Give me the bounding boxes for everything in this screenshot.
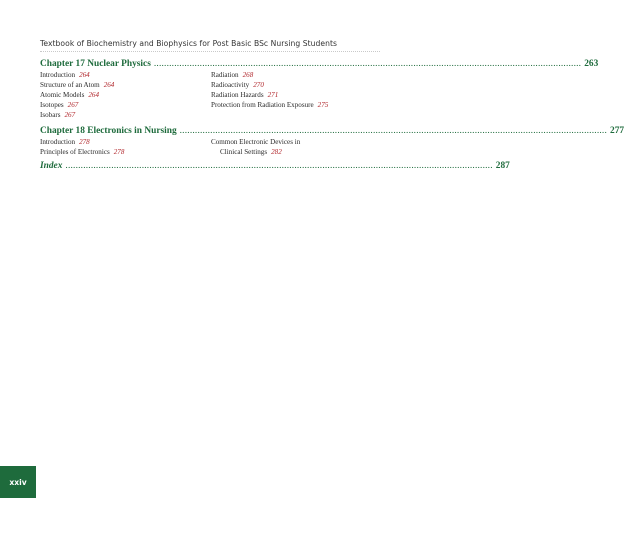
toc-entry[interactable]: Introduction 264 — [40, 71, 90, 79]
chapter-title: Chapter 18 Electronics in Nursing — [40, 126, 177, 136]
chapter-18-left-column — [40, 137, 124, 157]
leader-dots: ........................................................................................................................................................................ — [179, 126, 607, 136]
toc-entry[interactable]: Radioactivity 270 — [211, 81, 264, 90]
toc-entry[interactable]: Atomic Models 264 — [40, 91, 99, 100]
index-page-number: 287 — [495, 161, 510, 171]
page-number: xxiv — [9, 477, 27, 487]
page-number-tab — [0, 466, 36, 498]
chapter-title: Chapter 17 Nuclear Physics — [40, 59, 151, 69]
index-heading[interactable] — [40, 161, 510, 171]
toc-entry[interactable]: Common Electronic Devices in Clinical Settings 282 — [211, 138, 301, 157]
index-title: Index — [40, 161, 63, 171]
chapter-17-left-column — [40, 70, 114, 120]
chapter-page-number: 277 — [610, 126, 624, 136]
toc-entry[interactable]: Principles of Electronics 278 — [40, 148, 125, 157]
running-head: Textbook of Biochemistry and Biophysics for Post Basic BSc Nursing Students — [40, 39, 338, 48]
chapter-18-right-column — [211, 137, 300, 157]
toc-entry[interactable]: Introduction 278 — [40, 138, 90, 146]
chapter-17-heading[interactable] — [40, 59, 599, 69]
toc-entry[interactable]: Protection from Radiation Exposure 275 — [211, 101, 329, 110]
toc-entry[interactable]: Isotopes 267 — [40, 101, 79, 110]
toc-entry[interactable]: Structure of an Atom 264 — [40, 81, 115, 90]
leader-dots: ........................................................................................................................................................................ — [65, 161, 493, 171]
header-rule — [40, 51, 380, 52]
toc-entry[interactable]: Radiation 268 — [211, 71, 254, 79]
chapter-page-number: 263 — [584, 59, 599, 69]
chapter-18-heading[interactable] — [40, 126, 624, 136]
leader-dots: ........................................................................................................................................................................ — [153, 59, 582, 69]
toc-entry[interactable]: Radiation Hazards 271 — [211, 91, 279, 100]
chapter-17-right-column — [211, 70, 328, 110]
toc-entry[interactable]: Isobars 267 — [40, 111, 76, 120]
